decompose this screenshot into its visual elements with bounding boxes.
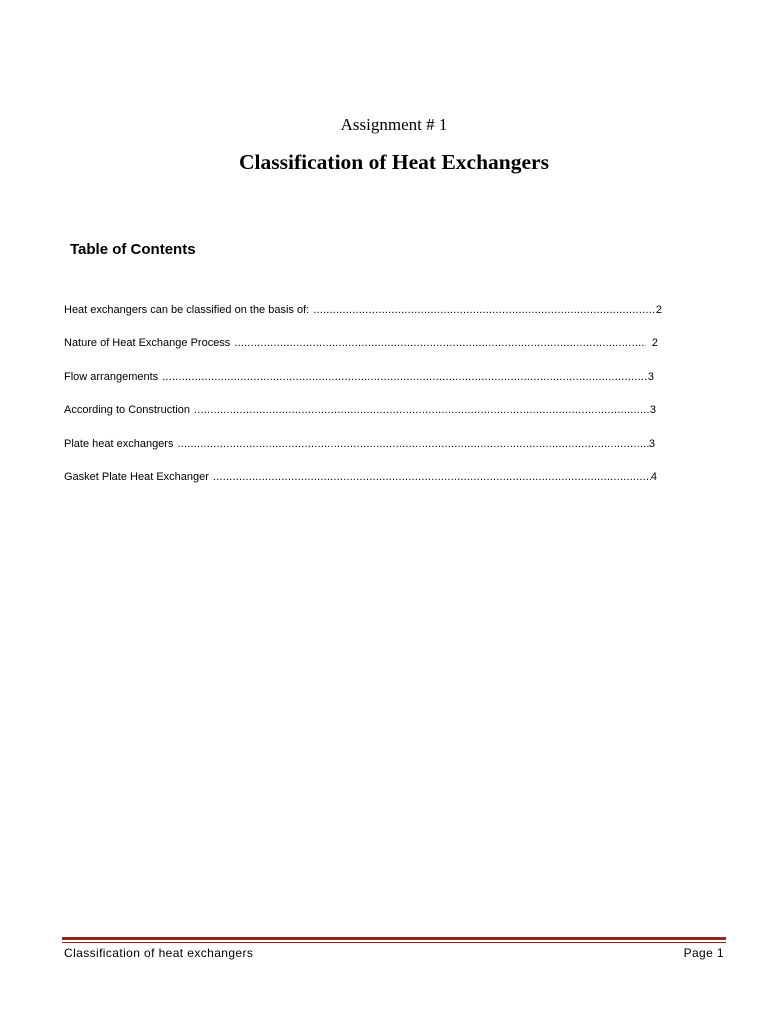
toc-heading: Table of Contents (70, 241, 196, 258)
document-title: Classification of Heat Exchangers (239, 150, 549, 174)
toc-entry-label: According to Construction (64, 404, 190, 416)
toc-leader-dots (162, 371, 648, 383)
toc-leader-dots (213, 471, 651, 483)
toc-leader-dots (194, 404, 650, 416)
toc-entry-page: 3 (647, 371, 654, 383)
toc-entry[interactable] (64, 471, 657, 483)
toc-entry-label: Plate heat exchangers (64, 438, 174, 450)
toc-entry-label: Flow arrangements (64, 371, 159, 383)
toc-entry[interactable] (64, 438, 655, 450)
toc-entry-label: Heat exchangers can be classified on the basis of: (64, 304, 310, 316)
toc-entry-page: 2 (651, 337, 658, 349)
toc-entry[interactable] (64, 337, 658, 349)
toc-entry-page: 3 (648, 438, 655, 450)
toc-entry[interactable] (64, 304, 662, 316)
toc-entry-label: Gasket Plate Heat Exchanger (64, 471, 209, 483)
footer-title: Classification of heat exchangers (64, 946, 254, 960)
toc-entry-page: 3 (649, 404, 656, 416)
assignment-number: Assignment # 1 (340, 115, 448, 134)
toc-leader-dots (177, 438, 648, 450)
toc-entry[interactable] (64, 404, 656, 416)
toc-entry-label: Nature of Heat Exchange Process (64, 337, 231, 349)
toc-entry-page: 2 (655, 304, 662, 316)
toc-entry-page: 4 (650, 471, 657, 483)
footer-rule (62, 937, 726, 940)
toc-leader-dots (313, 304, 656, 316)
page-number: Page 1 (683, 946, 724, 960)
toc-entry[interactable] (64, 371, 654, 383)
toc-leader-dots (234, 337, 646, 349)
footer-rule-thin (62, 942, 726, 943)
